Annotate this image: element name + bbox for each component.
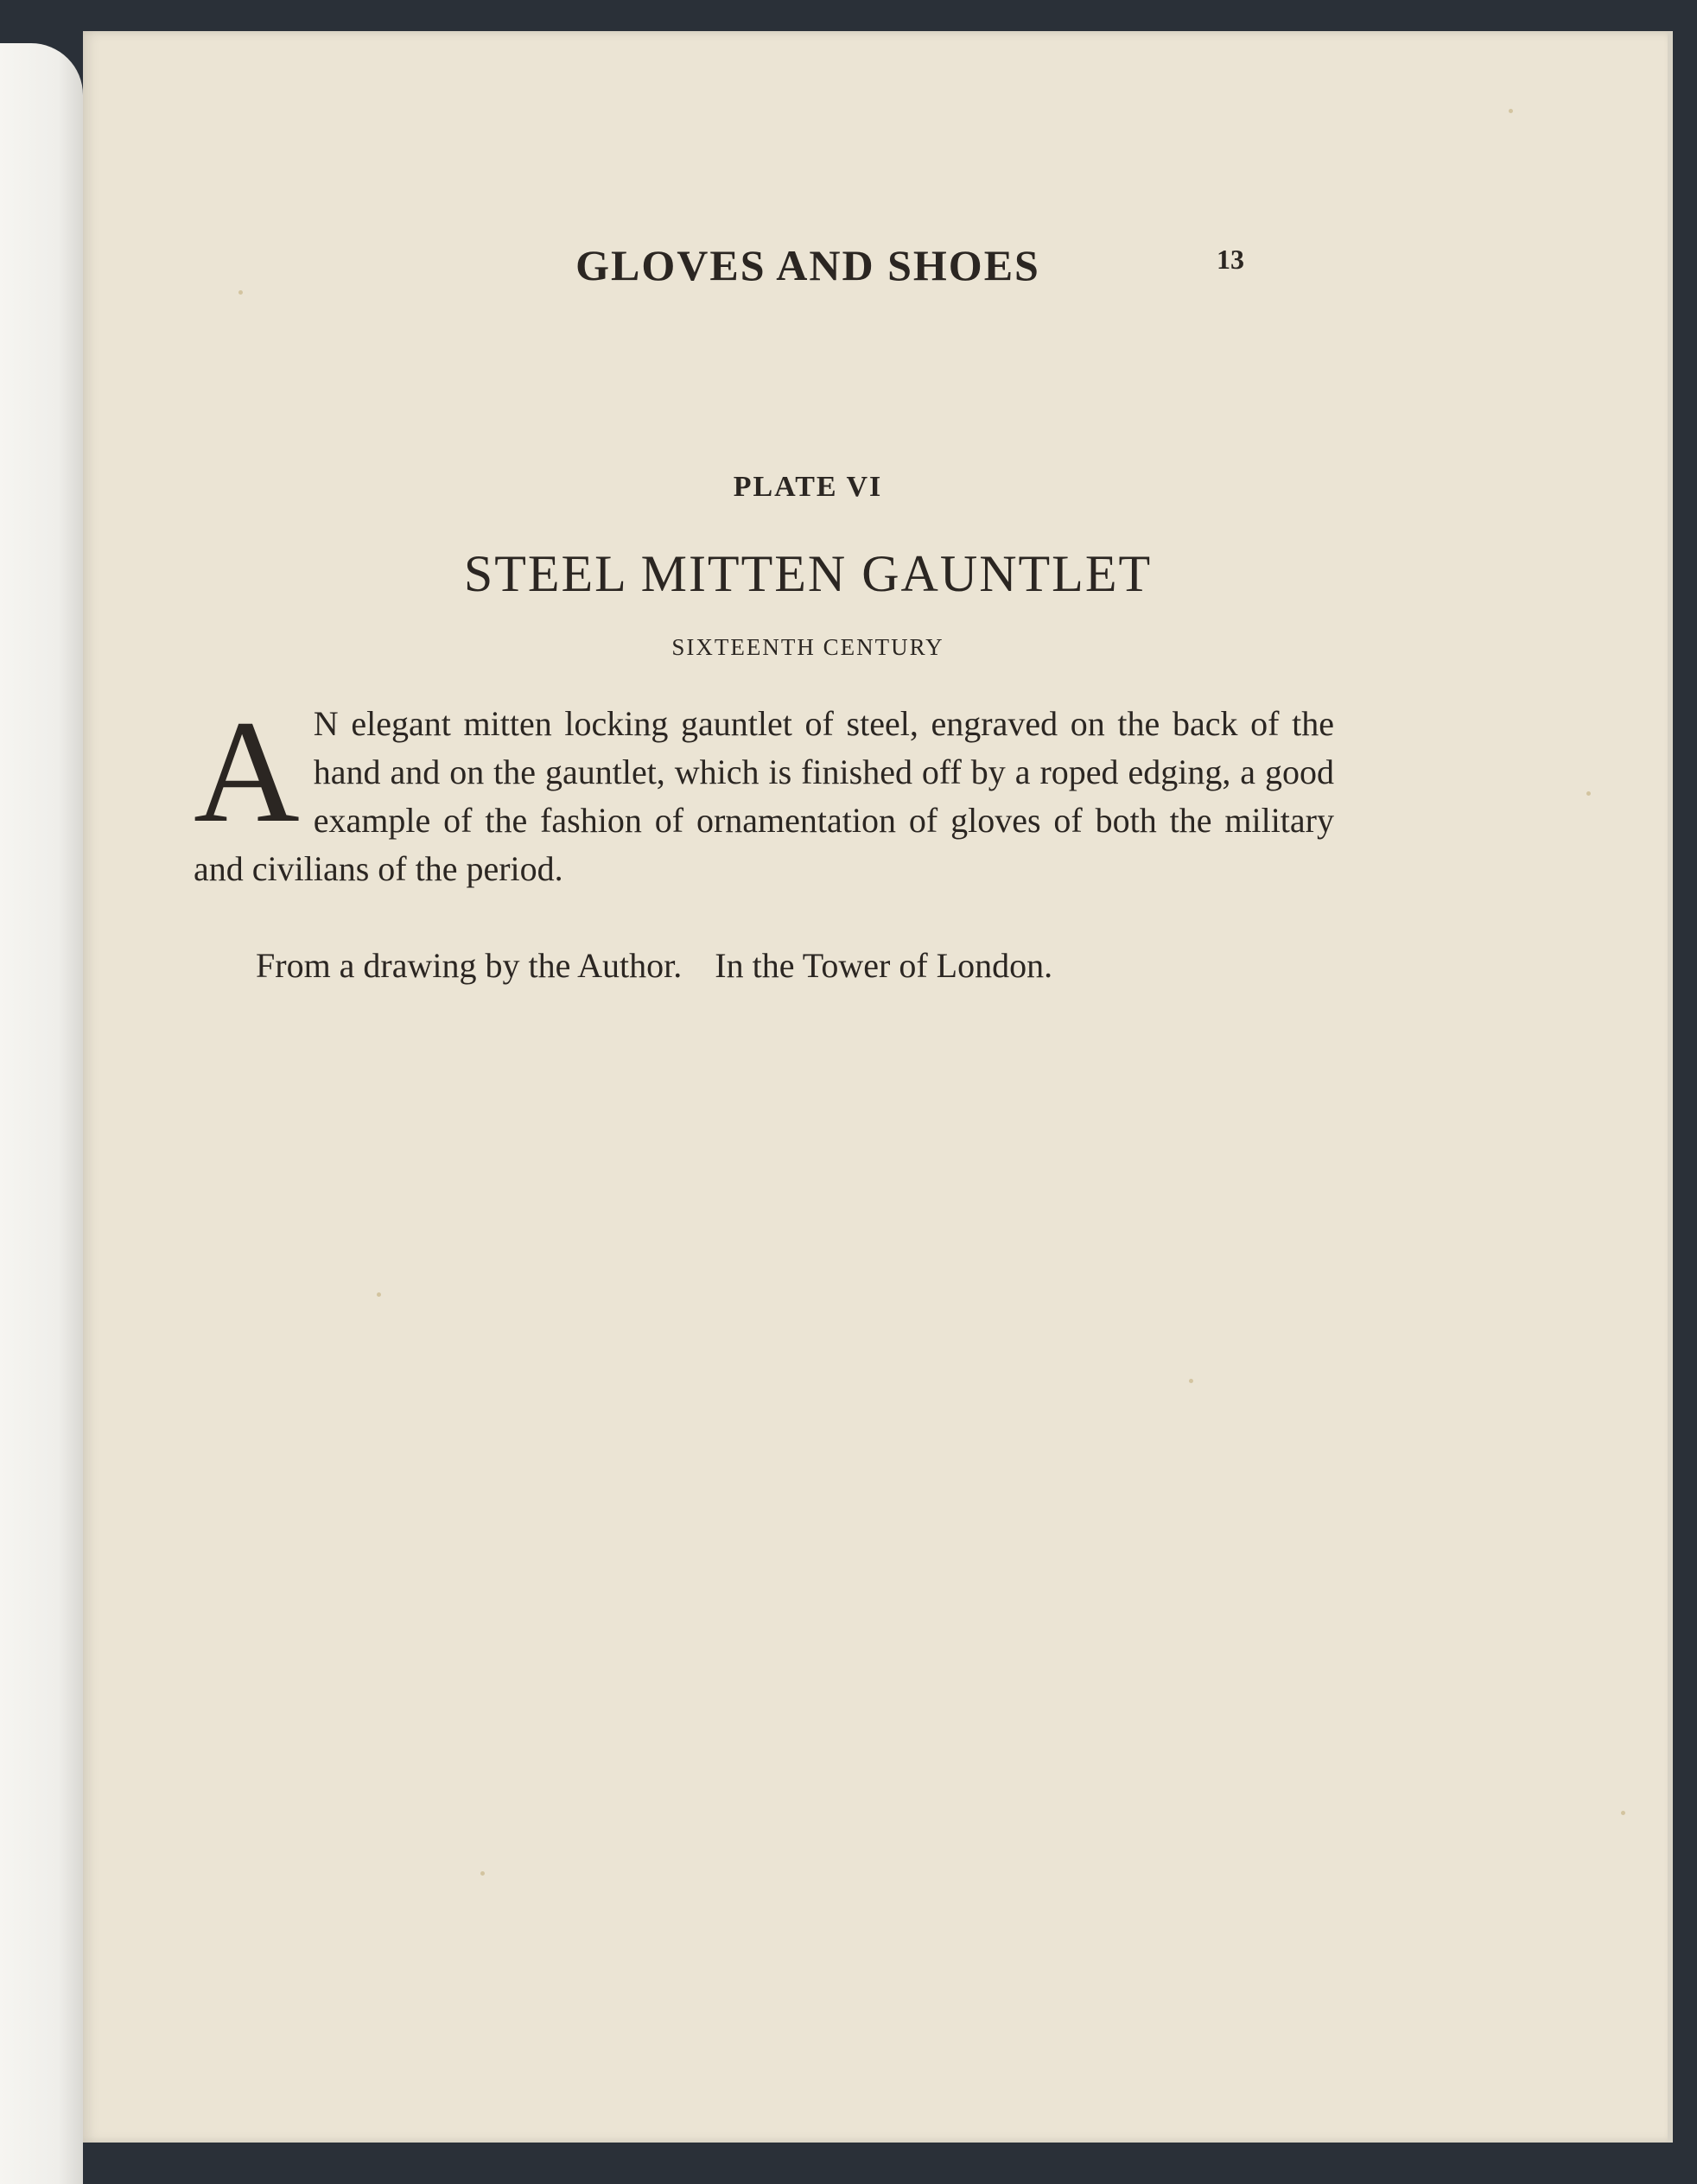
- facing-page-edge: [0, 43, 83, 2184]
- page-edge: [1668, 31, 1673, 2143]
- paper-speck: [480, 1871, 485, 1876]
- book-page: [83, 31, 1673, 2143]
- paper-speck: [1509, 109, 1513, 113]
- credit-source: From a drawing by the Author.: [256, 946, 683, 985]
- paragraph-text: elegant mitten locking gauntlet of steel, engraved on the back of the hand and on the gauntlet, which is finished off by a roped edging, a good example of the fashion of ornamentation of gloves of both the military and civilians of the period.: [194, 704, 1334, 888]
- drop-cap: A: [194, 690, 300, 853]
- plate-title: STEEL MITTEN GAUNTLET: [463, 545, 1153, 602]
- running-head: GLOVES AND SHOES: [575, 241, 1040, 289]
- paper-speck: [377, 1292, 381, 1297]
- first-word-rest: N: [313, 704, 339, 743]
- page-number: 13: [1217, 244, 1244, 275]
- paper-speck: [1189, 1379, 1193, 1383]
- paper-speck: [1621, 1811, 1625, 1815]
- credit-location: In the Tower of London.: [715, 946, 1053, 985]
- paper-speck: [238, 290, 243, 295]
- paper-speck: [1586, 791, 1591, 796]
- plate-subtitle: SIXTEENTH CENTURY: [671, 634, 944, 660]
- plate-number: PLATE VI: [733, 471, 883, 503]
- credit-line: [256, 945, 1052, 986]
- body-paragraph: [194, 690, 1334, 893]
